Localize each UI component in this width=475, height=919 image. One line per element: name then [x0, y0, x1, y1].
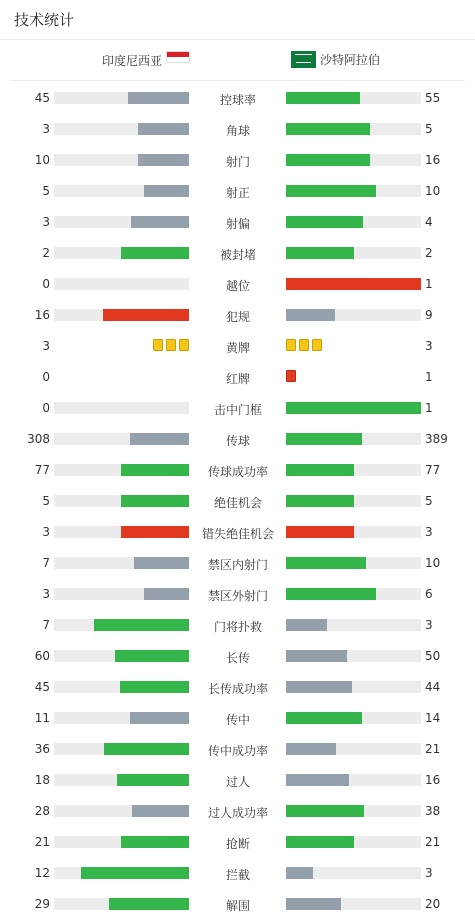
away-bar-fill: [286, 650, 347, 662]
stat-label: 绝佳机会: [213, 496, 262, 510]
away-value: 5: [425, 122, 433, 136]
stat-label: 传球: [225, 434, 250, 448]
away-bar-track: [286, 743, 421, 755]
stat-label: 被封堵: [219, 248, 256, 262]
home-bar-track: [54, 154, 189, 166]
home-bar-track: [54, 898, 189, 910]
stat-row: [0, 460, 475, 480]
home-bar-track: [54, 867, 189, 879]
home-value: 3: [42, 587, 50, 601]
home-value: 2: [42, 246, 50, 260]
away-bar-fill: [286, 495, 354, 507]
stat-label: 长传: [225, 651, 250, 665]
stat-row: [0, 88, 475, 108]
home-bar-track: [54, 309, 189, 321]
home-bar-fill: [138, 123, 189, 135]
home-bar-fill: [120, 681, 189, 693]
yellow-card-icon: [166, 339, 176, 351]
away-bar-track: [286, 309, 421, 321]
away-bar-fill: [286, 681, 352, 693]
away-bar-fill: [286, 774, 349, 786]
away-bar-track: [286, 836, 421, 848]
home-value: 11: [34, 711, 50, 725]
home-team: [102, 52, 190, 69]
home-value: 0: [42, 277, 50, 291]
away-value: 10: [425, 184, 441, 198]
stat-row: [0, 119, 475, 139]
away-bar-fill: [286, 805, 364, 817]
away-bar-track: [286, 805, 421, 817]
stat-row: [0, 708, 475, 728]
stat-label: 错失绝佳机会: [201, 527, 274, 541]
stat-row: [0, 305, 475, 325]
stat-label: 传中成功率: [207, 744, 268, 758]
home-bar-fill: [121, 526, 189, 538]
home-bar-fill: [128, 92, 189, 104]
home-bar-fill: [115, 650, 189, 662]
stat-row: [0, 212, 475, 232]
home-value: 18: [34, 773, 50, 787]
home-value: 28: [34, 804, 50, 818]
home-bar-fill: [121, 495, 189, 507]
away-bar-fill: [286, 278, 421, 290]
home-value: 3: [42, 215, 50, 229]
stat-label: 过人成功率: [207, 806, 268, 820]
away-value: 1: [425, 370, 433, 384]
away-bar-fill: [286, 185, 376, 197]
stat-row: [0, 553, 475, 573]
away-bar-track: [286, 92, 421, 104]
yellow-card-icon: [312, 339, 322, 351]
stat-row: [0, 181, 475, 201]
away-bar-track: [286, 154, 421, 166]
away-bar-fill: [286, 898, 341, 910]
stat-label: 黄牌: [225, 341, 250, 355]
home-team-name: 印度尼西亚: [102, 54, 163, 68]
home-bar-fill: [121, 247, 189, 259]
stat-row: [0, 863, 475, 883]
stat-label: 射偏: [225, 217, 250, 231]
stat-label: 射门: [225, 155, 250, 169]
away-bar-track: [286, 278, 421, 290]
home-value: 5: [42, 494, 50, 508]
away-bar-fill: [286, 619, 327, 631]
away-bar-track: [286, 867, 421, 879]
away-team: [291, 51, 380, 68]
away-bar-track: [286, 712, 421, 724]
away-value: 50: [425, 649, 441, 663]
home-bar-fill: [121, 464, 189, 476]
home-value: 308: [27, 432, 50, 446]
away-bar-fill: [286, 402, 421, 414]
away-bar-track: [286, 619, 421, 631]
away-bar-track: [286, 650, 421, 662]
away-bar-track: [286, 402, 421, 414]
stat-row: [0, 522, 475, 542]
away-bar-track: [286, 185, 421, 197]
away-value: 3: [425, 866, 433, 880]
home-bar-track: [54, 216, 189, 228]
away-bar-track: [286, 898, 421, 910]
home-bar-track: [54, 712, 189, 724]
home-bar-track: [54, 464, 189, 476]
home-value: 12: [34, 866, 50, 880]
home-value: 16: [34, 308, 50, 322]
yellow-card-icon: [153, 339, 163, 351]
away-bar-track: [286, 588, 421, 600]
away-value: 44: [425, 680, 441, 694]
stat-row: [0, 336, 475, 356]
stat-label: 射正: [225, 186, 250, 200]
home-bar-fill: [130, 433, 189, 445]
yellow-card-icon: [179, 339, 189, 351]
away-value: 5: [425, 494, 433, 508]
home-bar-fill: [94, 619, 189, 631]
home-bar-fill: [144, 588, 189, 600]
away-bar-track: [286, 557, 421, 569]
section-title: 技术统计: [14, 11, 75, 29]
away-value: 16: [425, 153, 441, 167]
stat-row: [0, 429, 475, 449]
home-bar-fill: [104, 743, 189, 755]
home-value: 0: [42, 401, 50, 415]
home-bar-fill: [134, 557, 189, 569]
stat-label: 解围: [225, 899, 250, 913]
away-bar-track: [286, 433, 421, 445]
away-team-name: 沙特阿拉伯: [320, 53, 381, 67]
home-bar-track: [54, 123, 189, 135]
stat-label: 越位: [225, 279, 250, 293]
stat-label: 犯规: [225, 310, 250, 324]
stat-label: 控球率: [219, 93, 256, 107]
home-bar-track: [54, 185, 189, 197]
home-value: 7: [42, 618, 50, 632]
home-bar-track: [54, 836, 189, 848]
stat-label: 禁区内射门: [207, 558, 268, 572]
home-value: 21: [34, 835, 50, 849]
home-value: 3: [42, 339, 50, 353]
away-bar-fill: [286, 557, 366, 569]
home-bar-fill: [121, 836, 189, 848]
home-value: 10: [34, 153, 50, 167]
away-bar-fill: [286, 216, 363, 228]
yellow-card-icon: [299, 339, 309, 351]
stat-label: 拦截: [225, 868, 250, 882]
away-bar-track: [286, 681, 421, 693]
away-bar-track: [286, 495, 421, 507]
away-bar-fill: [286, 464, 354, 476]
red-card-icon: [286, 370, 296, 382]
home-bar-track: [54, 743, 189, 755]
home-bar-track: [54, 247, 189, 259]
away-bar-track: [286, 247, 421, 259]
stat-row: [0, 367, 475, 387]
teams-row: [10, 40, 465, 81]
stat-label: 门将扑救: [213, 620, 262, 634]
home-bar-fill: [130, 712, 189, 724]
stat-row: [0, 615, 475, 635]
away-value: 38: [425, 804, 441, 818]
home-bar-track: [54, 588, 189, 600]
home-bar-fill: [132, 805, 189, 817]
home-value: 60: [34, 649, 50, 663]
home-bar-fill: [109, 898, 189, 910]
away-value: 4: [425, 215, 433, 229]
home-value: 3: [42, 525, 50, 539]
away-bar-track: [286, 123, 421, 135]
home-bar-track: [54, 278, 189, 290]
away-bar-fill: [286, 309, 335, 321]
home-value: 77: [34, 463, 50, 477]
away-value: 10: [425, 556, 441, 570]
home-bar-track: [54, 650, 189, 662]
away-bar-track: [286, 774, 421, 786]
away-value: 1: [425, 401, 433, 415]
saudi-arabia-flag-icon: [291, 51, 316, 68]
home-value: 36: [34, 742, 50, 756]
away-value: 9: [425, 308, 433, 322]
away-bar-track: [286, 526, 421, 538]
stat-row: [0, 677, 475, 697]
home-bar-fill: [103, 309, 189, 321]
home-bar-track: [54, 402, 189, 414]
home-bar-fill: [138, 154, 189, 166]
away-bar-fill: [286, 712, 362, 724]
away-value: 6: [425, 587, 433, 601]
stat-row: [0, 491, 475, 511]
home-bar-track: [54, 92, 189, 104]
stat-label: 红牌: [225, 372, 250, 386]
away-bar-fill: [286, 743, 336, 755]
stat-row: [0, 739, 475, 759]
away-value: 16: [425, 773, 441, 787]
indonesia-flag-icon: [166, 51, 190, 63]
stat-row: [0, 770, 475, 790]
stat-label: 角球: [225, 124, 250, 138]
home-value: 0: [42, 370, 50, 384]
yellow-card-icon: [286, 339, 296, 351]
away-bar-fill: [286, 836, 354, 848]
home-bar-track: [54, 526, 189, 538]
away-value: 21: [425, 742, 441, 756]
away-value: 20: [425, 897, 441, 911]
stat-row: [0, 398, 475, 418]
away-bar-fill: [286, 123, 370, 135]
home-value: 3: [42, 122, 50, 136]
home-bar-track: [54, 495, 189, 507]
away-bar-fill: [286, 526, 354, 538]
home-bar-fill: [144, 185, 189, 197]
stat-row: [0, 801, 475, 821]
stat-row: [0, 894, 475, 914]
stat-row: [0, 243, 475, 263]
stat-label: 传球成功率: [207, 465, 268, 479]
stat-row: [0, 584, 475, 604]
home-value: 7: [42, 556, 50, 570]
stat-label: 长传成功率: [207, 682, 268, 696]
home-value: 5: [42, 184, 50, 198]
away-bar-fill: [286, 433, 362, 445]
away-cards: [286, 339, 322, 351]
away-bar-fill: [286, 92, 360, 104]
away-cards: [286, 370, 296, 382]
stat-label: 传中: [225, 713, 250, 727]
home-bar-track: [54, 557, 189, 569]
away-value: 3: [425, 618, 433, 632]
stat-label: 击中门框: [213, 403, 262, 417]
home-bar-track: [54, 433, 189, 445]
stat-row: [0, 832, 475, 852]
away-bar-fill: [286, 867, 313, 879]
away-bar-fill: [286, 247, 354, 259]
stat-row: [0, 274, 475, 294]
home-bar-track: [54, 619, 189, 631]
home-bar-fill: [131, 216, 189, 228]
home-cards: [153, 339, 189, 351]
stat-row: [0, 646, 475, 666]
away-value: 2: [425, 246, 433, 260]
away-value: 3: [425, 525, 433, 539]
away-value: 3: [425, 339, 433, 353]
stats-header: [0, 0, 475, 40]
home-bar-track: [54, 805, 189, 817]
away-value: 389: [425, 432, 448, 446]
stat-row: [0, 150, 475, 170]
away-value: 1: [425, 277, 433, 291]
stat-label: 过人: [225, 775, 250, 789]
home-value: 45: [34, 91, 50, 105]
home-bar-track: [54, 681, 189, 693]
home-bar-fill: [117, 774, 189, 786]
away-value: 21: [425, 835, 441, 849]
away-bar-track: [286, 464, 421, 476]
home-value: 45: [34, 680, 50, 694]
stat-label: 禁区外射门: [207, 589, 268, 603]
stat-label: 抢断: [225, 837, 250, 851]
away-value: 77: [425, 463, 441, 477]
away-bar-fill: [286, 588, 376, 600]
away-bar-track: [286, 216, 421, 228]
home-value: 29: [34, 897, 50, 911]
away-bar-fill: [286, 154, 370, 166]
away-value: 14: [425, 711, 441, 725]
away-value: 55: [425, 91, 441, 105]
home-bar-fill: [81, 867, 189, 879]
home-bar-track: [54, 774, 189, 786]
